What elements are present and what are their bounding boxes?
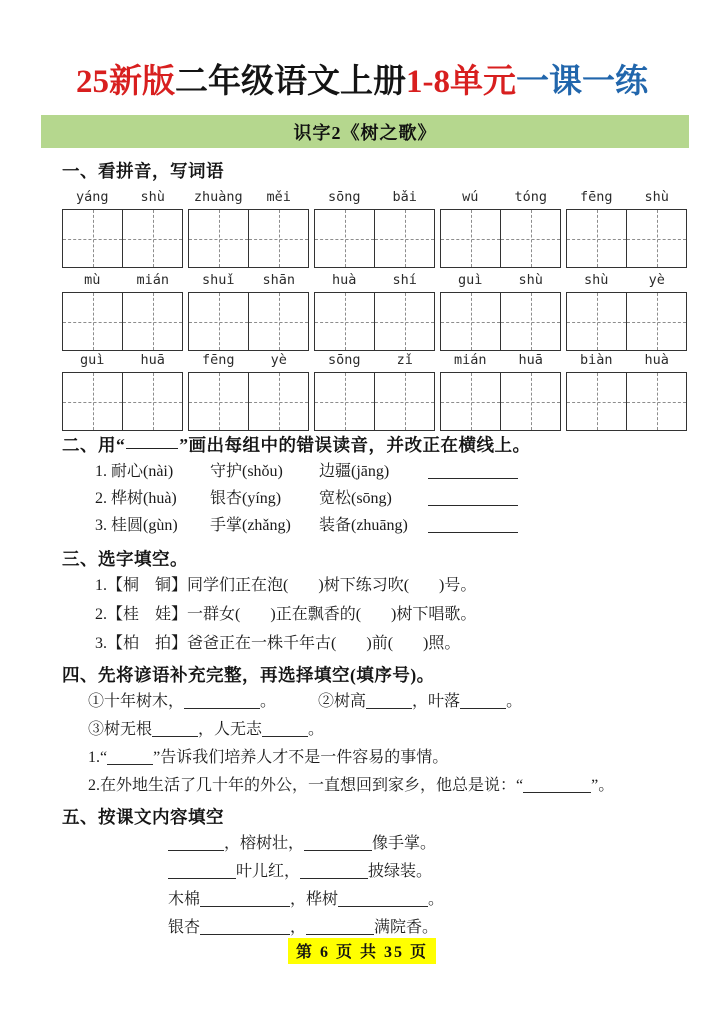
item-number: 3. — [95, 635, 107, 652]
tianzige-cell[interactable] — [500, 293, 560, 350]
tianzige-cell[interactable] — [248, 293, 308, 350]
pinyin-group — [314, 346, 435, 431]
pinyin-labels — [188, 266, 309, 288]
proverb-blank[interactable] — [184, 708, 260, 709]
item-choices: 【桂 娃】 — [107, 606, 188, 623]
text-blank[interactable] — [168, 850, 224, 851]
section-3-item — [95, 634, 460, 654]
pinyin-syllable: měi — [266, 189, 291, 205]
pinyin-labels — [314, 266, 435, 288]
tianzige-cell[interactable] — [189, 293, 248, 350]
lesson-banner-title: 识字2《树之歌》 — [293, 122, 437, 143]
pinyin-syllable: biàn — [579, 352, 613, 368]
line-mid: ，榕树壮， — [224, 835, 305, 852]
section-2-heading-suffix: ”画出每组中的错误读音，并改正在横线上。 — [179, 435, 531, 455]
text-blank[interactable] — [306, 934, 374, 935]
item-choices: 【柏 拍】 — [107, 635, 188, 652]
item-text-b: )树下练习吹( — [318, 577, 410, 594]
section-3-heading: 三、选字填空。 — [62, 549, 188, 569]
line-end: 像手掌。 — [372, 835, 437, 852]
section-5-line — [168, 890, 444, 910]
tianzige-boxes[interactable] — [62, 292, 183, 351]
item-text-b: )前( — [366, 635, 394, 652]
section-5-line — [168, 834, 436, 854]
item-text-b: )正在飘香的( — [270, 606, 362, 623]
tianzige-cell[interactable] — [63, 373, 122, 430]
line-mid: 叶儿红， — [236, 863, 301, 880]
pinyin-labels — [440, 346, 561, 368]
pinyin-labels — [62, 266, 183, 288]
tianzige-boxes[interactable] — [62, 372, 183, 431]
tianzige-cell[interactable] — [567, 210, 626, 267]
pinyin-group — [314, 183, 435, 268]
section-4-question-2 — [88, 776, 614, 796]
item-word-1[interactable]: 桦树(huà) — [111, 490, 177, 507]
tianzige-cell[interactable] — [567, 293, 626, 350]
tianzige-cell[interactable] — [567, 373, 626, 430]
text-blank[interactable] — [200, 934, 290, 935]
line-pre: 木棉 — [168, 891, 201, 908]
item-number: 1. — [95, 577, 107, 594]
title-part-year: 25新版 — [76, 64, 175, 100]
answer-blank[interactable] — [428, 532, 518, 533]
pinyin-labels — [440, 266, 561, 288]
proverb-3-end: 。 — [308, 721, 325, 738]
title-part-units: 1-8单元 — [406, 64, 516, 100]
pinyin-syllable: shù — [140, 189, 165, 205]
item-word-3[interactable]: 装备(zhuāng) — [319, 517, 408, 534]
pinyin-syllable: shù — [518, 272, 543, 288]
title-part-subtitle: 一课一练 — [516, 64, 648, 100]
pinyin-labels — [188, 183, 309, 205]
pinyin-group — [62, 183, 183, 268]
section-2-heading-rule — [126, 448, 178, 449]
line-pre: 银杏 — [168, 919, 201, 936]
section-1-heading: 一、看拼音，写词语 — [62, 161, 224, 181]
pinyin-group — [566, 183, 687, 268]
item-number: 3. — [95, 517, 107, 534]
pinyin-group — [188, 346, 309, 431]
tianzige-boxes[interactable] — [566, 372, 687, 431]
pinyin-syllable: mù — [84, 272, 101, 288]
tianzige-cell[interactable] — [63, 293, 122, 350]
pinyin-grid-row-2 — [0, 266, 724, 354]
item-text-a: 同学们正在泡( — [187, 577, 289, 594]
tianzige-cell[interactable] — [315, 210, 374, 267]
tianzige-cell[interactable] — [248, 210, 308, 267]
tianzige-cell[interactable] — [500, 210, 560, 267]
proverb-2-text-b: ，叶落 — [412, 693, 461, 710]
tianzige-cell[interactable] — [441, 293, 500, 350]
pinyin-syllable: tóng — [514, 189, 547, 205]
tianzige-boxes[interactable] — [440, 209, 561, 268]
tianzige-cell[interactable] — [122, 293, 182, 350]
pinyin-group — [566, 266, 687, 351]
item-text-a: 爸爸正在一株千年古( — [187, 635, 337, 652]
line-end: 。 — [428, 891, 445, 908]
pinyin-group — [314, 266, 435, 351]
pinyin-syllable: shù — [584, 272, 609, 288]
tianzige-boxes[interactable] — [188, 209, 309, 268]
item-number: 1. — [95, 463, 107, 480]
tianzige-cell[interactable] — [122, 210, 182, 267]
pinyin-grid-row-1 — [0, 183, 724, 271]
text-blank[interactable] — [200, 906, 290, 907]
proverb-1-text: ①十年树木， — [88, 693, 185, 710]
section-2-heading-prefix: 二、用“ — [62, 435, 126, 455]
text-blank[interactable] — [338, 906, 428, 907]
section-5-line — [168, 918, 438, 938]
pinyin-syllable: huà — [332, 272, 357, 288]
pinyin-group — [440, 183, 561, 268]
line-end: 满院香。 — [374, 919, 439, 936]
item-word-2[interactable]: 银杏(yíng) — [210, 490, 282, 507]
tianzige-boxes[interactable] — [440, 292, 561, 351]
lesson-banner — [41, 115, 689, 148]
tianzige-cell[interactable] — [500, 373, 560, 430]
question-blank[interactable] — [523, 792, 591, 793]
pinyin-syllable: shān — [262, 272, 295, 288]
pinyin-syllable: fēng — [579, 189, 613, 205]
pinyin-group — [188, 266, 309, 351]
tianzige-boxes[interactable] — [566, 292, 687, 351]
section-4-proverb-3 — [88, 720, 324, 740]
pinyin-labels — [188, 346, 309, 368]
proverb-3-text-b: ，人无志 — [198, 721, 263, 738]
pinyin-labels — [314, 346, 435, 368]
item-number: 1. — [88, 749, 100, 766]
q2-end: ”。 — [591, 777, 615, 794]
tianzige-cell[interactable] — [63, 210, 122, 267]
section-2-item — [95, 462, 518, 482]
pinyin-labels — [62, 346, 183, 368]
pinyin-syllable: huā — [518, 352, 543, 368]
tianzige-cell[interactable] — [626, 293, 686, 350]
pinyin-syllable: shù — [644, 189, 669, 205]
pinyin-syllable: guì — [80, 352, 105, 368]
tianzige-boxes[interactable] — [566, 209, 687, 268]
item-text-c: )树下唱歌。 — [391, 606, 477, 623]
tianzige-cell[interactable] — [374, 373, 434, 430]
q1-text: ”告诉我们培养人才不是一件容易的事情。 — [153, 749, 449, 766]
item-word-1[interactable]: 耐心(nài) — [111, 463, 174, 480]
tianzige-cell[interactable] — [374, 210, 434, 267]
line-end: 披绿装。 — [368, 863, 433, 880]
section-5-heading: 五、按课文内容填空 — [62, 807, 224, 827]
pinyin-grid-row-3 — [0, 346, 724, 434]
line-mid: ， — [290, 919, 307, 936]
tianzige-cell[interactable] — [441, 210, 500, 267]
item-number: 2. — [95, 490, 107, 507]
item-word-2[interactable]: 守护(shǒu) — [210, 463, 283, 480]
answer-blank[interactable] — [428, 505, 518, 506]
page-footer — [0, 938, 724, 964]
pinyin-syllable: wú — [462, 189, 479, 205]
tianzige-cell[interactable] — [248, 373, 308, 430]
item-word-1[interactable]: 桂圆(gùn) — [111, 517, 178, 534]
tianzige-cell[interactable] — [315, 373, 374, 430]
proverb-blank[interactable] — [460, 708, 506, 709]
tianzige-boxes[interactable] — [314, 372, 435, 431]
tianzige-cell[interactable] — [441, 373, 500, 430]
pinyin-syllable: shuǐ — [201, 272, 235, 288]
item-word-2[interactable]: 手掌(zhǎng) — [210, 517, 291, 534]
tianzige-cell[interactable] — [374, 293, 434, 350]
item-word-3[interactable]: 宽松(sōng) — [319, 490, 392, 507]
pinyin-group — [62, 266, 183, 351]
text-blank[interactable] — [168, 878, 236, 879]
item-text-c: )照。 — [423, 635, 461, 652]
q1-quote-open: “ — [100, 749, 108, 766]
page-title — [0, 62, 724, 102]
tianzige-cell[interactable] — [626, 210, 686, 267]
line-mid: ，桦树 — [290, 891, 339, 908]
tianzige-boxes[interactable] — [440, 372, 561, 431]
item-word-3[interactable]: 边疆(jāng) — [319, 463, 390, 480]
pinyin-labels — [440, 183, 561, 205]
pinyin-syllable: bǎi — [392, 189, 417, 205]
proverb-1-end: 。 — [260, 693, 277, 710]
item-text-a: 一群女( — [187, 606, 241, 623]
pinyin-group — [440, 346, 561, 431]
pinyin-group — [188, 183, 309, 268]
tianzige-cell[interactable] — [122, 373, 182, 430]
section-3-item — [95, 605, 476, 625]
section-4-proverb-1 — [88, 692, 522, 712]
tianzige-cell[interactable] — [189, 210, 248, 267]
section-5-line — [168, 862, 432, 882]
pinyin-syllable: yáng — [75, 189, 109, 205]
pinyin-syllable: shí — [392, 272, 417, 288]
section-3-item — [95, 576, 476, 596]
page-number-label: 第 6 页 共 35 页 — [288, 938, 436, 964]
pinyin-syllable: mián — [136, 272, 169, 288]
pinyin-labels — [566, 183, 687, 205]
section-2-item — [95, 516, 518, 536]
title-part-grade: 二年级语文上册 — [175, 64, 406, 100]
section-4-question-1 — [88, 748, 448, 768]
tianzige-boxes[interactable] — [188, 292, 309, 351]
text-blank[interactable] — [300, 878, 368, 879]
tianzige-boxes[interactable] — [314, 292, 435, 351]
pinyin-syllable: sōng — [327, 352, 361, 368]
pinyin-syllable: zhuàng — [193, 189, 243, 205]
item-number: 2. — [95, 606, 107, 623]
pinyin-labels — [314, 183, 435, 205]
section-2-heading — [62, 432, 531, 457]
pinyin-syllable: mián — [453, 352, 487, 368]
item-choices: 【桐 铜】 — [107, 577, 188, 594]
tianzige-cell[interactable] — [626, 373, 686, 430]
text-blank[interactable] — [304, 850, 372, 851]
pinyin-syllable: huā — [140, 352, 165, 368]
tianzige-boxes[interactable] — [62, 209, 183, 268]
tianzige-cell[interactable] — [189, 373, 248, 430]
section-4-heading: 四、先将谚语补充完整，再选择填空(填序号)。 — [62, 665, 435, 685]
pinyin-syllable: guì — [458, 272, 483, 288]
proverb-blank[interactable] — [262, 736, 308, 737]
pinyin-syllable: yè — [648, 272, 665, 288]
tianzige-boxes[interactable] — [314, 209, 435, 268]
pinyin-group — [566, 346, 687, 431]
tianzige-boxes[interactable] — [188, 372, 309, 431]
q2-text: 在外地生活了几十年的外公，一直想回到家乡，他总是说：“ — [100, 777, 524, 794]
proverb-2-end: 。 — [506, 693, 523, 710]
pinyin-syllable: huà — [644, 352, 669, 368]
proverb-blank[interactable] — [366, 708, 412, 709]
question-blank[interactable] — [107, 764, 153, 765]
item-number: 2. — [88, 777, 100, 794]
proverb-3-text-a: ③树无根 — [88, 721, 153, 738]
section-2-item — [95, 489, 518, 509]
item-text-c: )号。 — [439, 577, 477, 594]
pinyin-labels — [566, 346, 687, 368]
pinyin-group — [62, 346, 183, 431]
pinyin-group — [440, 266, 561, 351]
proverb-blank[interactable] — [152, 736, 198, 737]
answer-blank[interactable] — [428, 478, 518, 479]
proverb-2-text-a: ②树高 — [318, 693, 367, 710]
tianzige-cell[interactable] — [315, 293, 374, 350]
pinyin-syllable: fēng — [201, 352, 235, 368]
pinyin-syllable: yè — [270, 352, 287, 368]
pinyin-syllable: sōng — [327, 189, 361, 205]
pinyin-labels — [62, 183, 183, 205]
pinyin-labels — [566, 266, 687, 288]
pinyin-syllable: zǐ — [396, 352, 413, 368]
